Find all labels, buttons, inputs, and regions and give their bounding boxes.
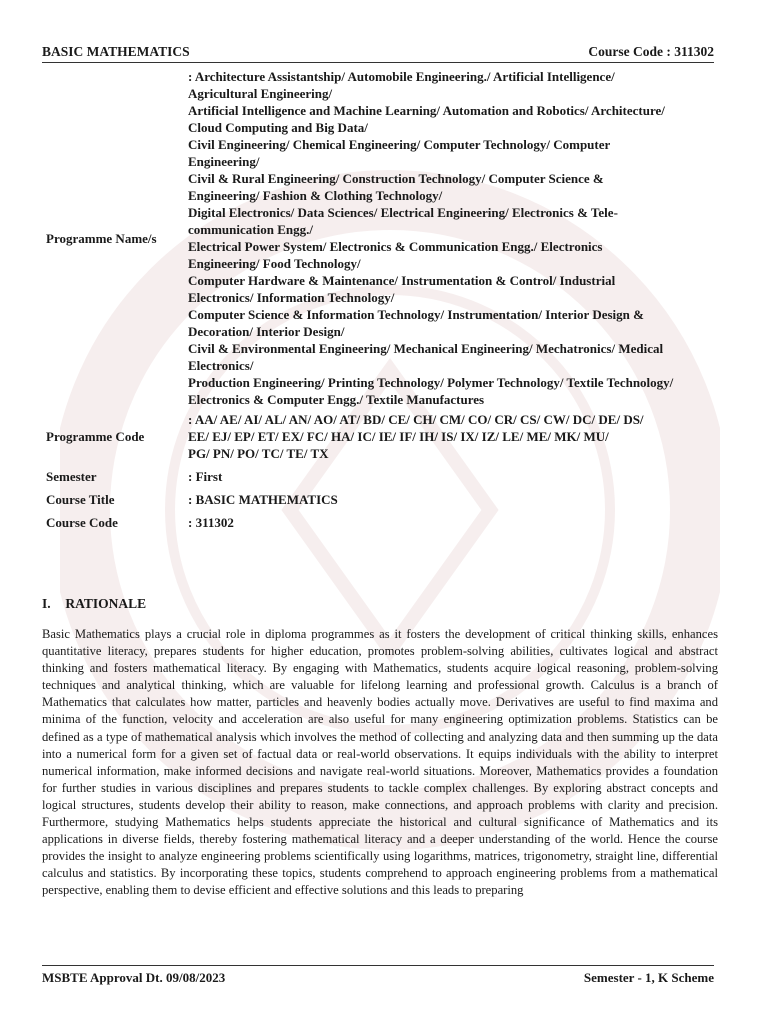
course-code-value: : 311302: [188, 515, 234, 530]
programme-name-line: Cloud Computing and Big Data/: [188, 120, 368, 135]
course-title-value: : BASIC MATHEMATICS: [188, 492, 338, 507]
programme-name-line: Electronics/: [188, 358, 254, 373]
programme-name-line: Civil Engineering/ Chemical Engineering/ Computer Technology/ Computer: [188, 137, 611, 152]
footer-approval-date: MSBTE Approval Dt. 09/08/2023: [42, 970, 226, 985]
header-course-name: BASIC MATHEMATICS: [42, 44, 190, 59]
programme-name-line: Civil & Rural Engineering/ Construction Technology/ Computer Science &: [188, 171, 604, 186]
programme-code-line: EE/ EJ/ EP/ ET/ EX/ FC/ HA/ IC/ IE/ IF/ IH/ IS/ IX/ IZ/ LE/ ME/ MK/ MU/: [188, 429, 609, 444]
programme-name-line: Electrical Power System/ Electronics & Communication Engg./ Electronics: [188, 239, 603, 254]
programme-name-line: Digital Electronics/ Data Sciences/ Electrical Engineering/ Electronics & Tele-: [188, 205, 618, 220]
programme-code-label: Programme Code: [46, 429, 145, 444]
semester-label: Semester: [46, 469, 97, 484]
programme-code-line: : AA/ AE/ AI/ AL/ AN/ AO/ AT/ BD/ CE/ CH/ CM/ CO/ CR/ CS/ CW/ DC/ DE/ DS/: [188, 412, 644, 427]
programme-name-line: Engineering/ Food Technology/: [188, 256, 361, 271]
programme-name-line: Computer Hardware & Maintenance/ Instrumentation & Control/ Industrial: [188, 273, 616, 288]
section-number: I.: [42, 596, 51, 611]
page-header: [42, 44, 714, 63]
course-title-label: Course Title: [46, 492, 115, 507]
course-info-table: [42, 68, 732, 534]
section-title: RATIONALE: [65, 596, 147, 611]
programme-code-value: [184, 408, 732, 465]
programme-name-line: Engineering/: [188, 154, 260, 169]
programme-code-line: PG/ PN/ PO/ TC/ TE/ TX: [188, 446, 329, 461]
semester-row: [42, 465, 732, 488]
semester-value: : First: [188, 469, 223, 484]
programme-name-line: Electronics & Computer Engg./ Textile Manufactures: [188, 392, 485, 407]
course-code-row: [42, 511, 732, 534]
course-code-label: Course Code: [46, 515, 118, 530]
section-heading-rationale: [42, 596, 146, 612]
programme-name-line: Artificial Intelligence and Machine Learning/ Automation and Robotics/ Architecture/: [188, 103, 665, 118]
header-course-code: Course Code : 311302: [588, 44, 714, 59]
programme-name-line: Computer Science & Information Technology/ Instrumentation/ Interior Design &: [188, 307, 644, 322]
programme-name-line: communication Engg./: [188, 222, 313, 237]
programme-name-line: Agricultural Engineering/: [188, 86, 333, 101]
programme-names-row: [42, 68, 732, 408]
programme-name-line: Electronics/ Information Technology/: [188, 290, 395, 305]
programme-code-row: [42, 408, 732, 465]
programme-names-label: Programme Name/s: [46, 230, 157, 246]
programme-name-line: : Architecture Assistantship/ Automobile Engineering./ Artificial Intelligence/: [188, 69, 615, 84]
rationale-paragraph: Basic Mathematics plays a crucial role in diploma programmes as it fosters the development of critical thinking skills, enhances quantitative literacy, prepares students for higher education, promotes problem-solving abilities, cultivates logical and abstract thinking and fosters mathematical literacy. By engaging with Mathematics, students acquire logical reasoning, problem-solving techniques and analytical thinking, which are valuable for lifelong learning and professional growth. Calculus is a branch of Mathematics that calculates how matter, particles and heavenly bodies actually move. Derivatives are useful to find maxima and minima of the function, velocity and acceleration are also useful for many engineering optimization problems. Statistics can be defined as a type of mathematical analysis which involves the method of collecting and analyzing data and then summing up the data into a numerical form for a given set of factual data or real-world observations. It equips individuals with the ability to interpret numerical information, make informed decisions and navigate real-world situations. Moreover, Mathematics provides a foundation for further studies in various disciplines and prepares students to tackle complex challenges. By exploring abstract concepts and logical structures, students develop their ability to reason, make connections, and approach problems with clarity and precision. Furthermore, studying Mathematics helps students appreciate the historical and cultural significance of Mathematics and its applications in diverse fields, thereby fostering mathematical literacy and a deeper understanding of the world. Hence the course provides the insight to analyze engineering problems scientifically using logarithms, matrices, trigonometry, straight line, differential calculus and statistics. By incorporating these topics, students comprehend to approach engineering problems from a mathematical perspective, enabling them to devise efficient and effective solutions and this leads to preparing: [42, 627, 718, 898]
footer-semester-scheme: Semester - 1, K Scheme: [583, 970, 714, 985]
course-title-row: [42, 488, 732, 511]
page-footer: [42, 965, 714, 986]
programme-name-line: Decoration/ Interior Design/: [188, 324, 345, 339]
programme-name-line: Engineering/ Fashion & Clothing Technology/: [188, 188, 443, 203]
programme-name-line: Production Engineering/ Printing Technology/ Polymer Technology/ Textile Technology/: [188, 375, 674, 390]
programme-names-value: [184, 68, 732, 408]
programme-name-line: Civil & Environmental Engineering/ Mechanical Engineering/ Mechatronics/ Medical: [188, 341, 664, 356]
